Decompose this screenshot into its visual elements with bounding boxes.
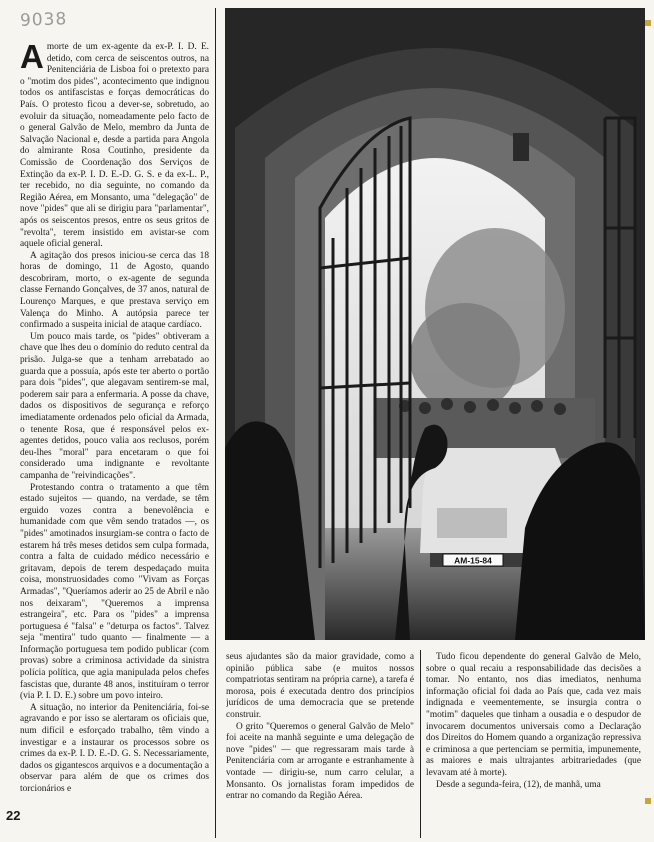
column-rule xyxy=(420,650,421,838)
article-paragraph: A agitação dos presos iniciou-se cerca das 18 horas de domingo, 11 de Agosto, quando descobriram, morto, o ex-agente de segunda classe Fernando Gonçalves, de 37 anos, natural de Lourenço Marques, e que prestava serviço em Valença do Minho. A autópsia parece ter confirmado a suspeita inicial de ataque cardíaco. xyxy=(20,250,209,331)
penitentiary-gate-photo xyxy=(225,8,645,640)
paragraph-text: morte de um ex-agente da ex-P. I. D. E. detido, com cerca de seiscentos outros, na Penitenciária de Lisboa foi o pretexto para o "motim dos pides", acontecimento que indignou todos os antifascistas e forças democráticas do País. O protesto ficou a dever-se, sobretudo, ao evoluir da situação, nomeadamente pelo facto de o general Galvão de Melo, membro da Junta de Salvação Nacional e, desde a partida para Angola do almirante Rosa Coutinho, presidente da Comissão de Coordenação dos Serviços de Extinção da ex-P. I. D. E.-D. G. S. e da ex-L. P., ter recebido, no dia seguinte, no comando da Região Aérea, em Monsanto, uma "delegação" de nove "pides" que ali se dirigiu para "parlamentar", após os seiscentos presos, entre os seus gritos de "revolta", terem insistido em avistar-se com aquele oficial general. xyxy=(20,42,209,250)
handwritten-note: 9038 xyxy=(19,9,68,31)
article-column-2 xyxy=(226,652,414,802)
page-number: 22 xyxy=(6,808,21,823)
article-paragraph: Tudo ficou dependente do general Galvão de Melo, sobre o qual recaiu a responsabilidade das decisões a tomar. No entanto, nos dias imediatos, nenhuma informação oficial foi dada ao País que, cada vez mais indignada e veementemente, se insurgia contra o "motim" daqueles que tinham a ousadia e o despudor de invocarem documentos universais como a Declaração dos Direitos do Homem quando a organização repressiva e criminosa a que pertenciam se permitia, impunemente, as maiores e mais ultrajantes arbitrariedades (que levavam até à morte). xyxy=(426,652,641,778)
article-paragraph: seus ajudantes são da maior gravidade, como a opinião pública sabe (e muitos nossos compatriotas sentiram na própria carne), a tarefa é morosa, pois é executada dentro dos princípios jurídicos de uma democracia que se pretende construir. xyxy=(226,652,414,720)
article-paragraph xyxy=(20,42,209,251)
edge-tab-marker xyxy=(645,798,651,804)
license-plate: AM-15-84 xyxy=(454,555,492,566)
photo-illustration xyxy=(225,8,645,640)
article-paragraph: O grito "Queremos o general Galvão de Melo" foi aceite na manhã seguinte e uma delegação de nove "pides" — que regressaram mais tarde à Penitenciária com ar arrogante e estranhamente à vontade — dirigiu-se, num carro celular, a Monsanto. Os jornalistas foram impedidos de entrar no comando da Região Aérea. xyxy=(226,721,414,802)
column-rule xyxy=(215,8,216,838)
drop-cap: A xyxy=(20,42,44,75)
article-paragraph: Um pouco mais tarde, os "pides" obtiveram a chave que lhes deu o domínio do reduto central da prisão. Julga-se que a tenham arrebatado ao guarda que a possuía, após este ter aberto o portão para dois "pides", que alegavam sentirem-se mal, poderem sair para a enfermaria. A posse da chave, dados os dispositivos de segurança e reforço imediatamente ordenados pelo oficial da Armada, o tenente Rosa, que é responsável pelos ex-agentes detidos, pouco valia aos reclusos, porém deu-lhes "moral" para encetaram o que foi considerado uma indignante e revoltante campanha de "reivindicações". xyxy=(20,331,209,481)
edge-tab-marker xyxy=(645,20,651,26)
article-paragraph: Protestando contra o tratamento a que têm estado sujeitos — quando, na verdade, se têm erguido vozes contra a benevolência e humanidade com que vêm sendo tratados —, os "pides" amotinados insurgiam-se contra o facto de estarem há três meses detidos sem culpa formada, contra a falta de cuidado médico necessário e gritavam, depois de terem despedaçado muita coisa, monstruosidades como "Vivam as Forças Armadas", "Queríamos aderir ao 25 de Abril e não nos deixaram", "Queremos a imprensa estrangeira", etc. Para os "pides" a imprensa portuguesa é "falsa" e "deturpa os factos". Talvez seja "mentira" tudo quanto — finalmente — a Informação portuguesa tem podido publicar (com provas) sobre a criminosa actividade da sinistra polícia política, que agia manipulada pelos chefes fascistas que, durante 48 anos, instituíram o terror (via P. I. D. E.) sobre um povo inteiro. xyxy=(20,482,209,702)
article-paragraph: A situação, no interior da Penitenciária, foi-se agravando e por isso se alertaram os oficiais que, num difícil e esforçado trabalho, têm vindo a investigar e a instaurar os processos sobre os crimes da ex-P. I. D. E.-D. G. S. Necessariamente, dados os gigantescos arquivos e a documentação a observar para além de que os crimes dos torcionários e xyxy=(20,702,209,794)
article-paragraph: Desde a segunda-feira, (12), de manhã, uma xyxy=(436,779,601,790)
article-column-3 xyxy=(426,652,641,802)
article-column-1 xyxy=(20,42,209,832)
